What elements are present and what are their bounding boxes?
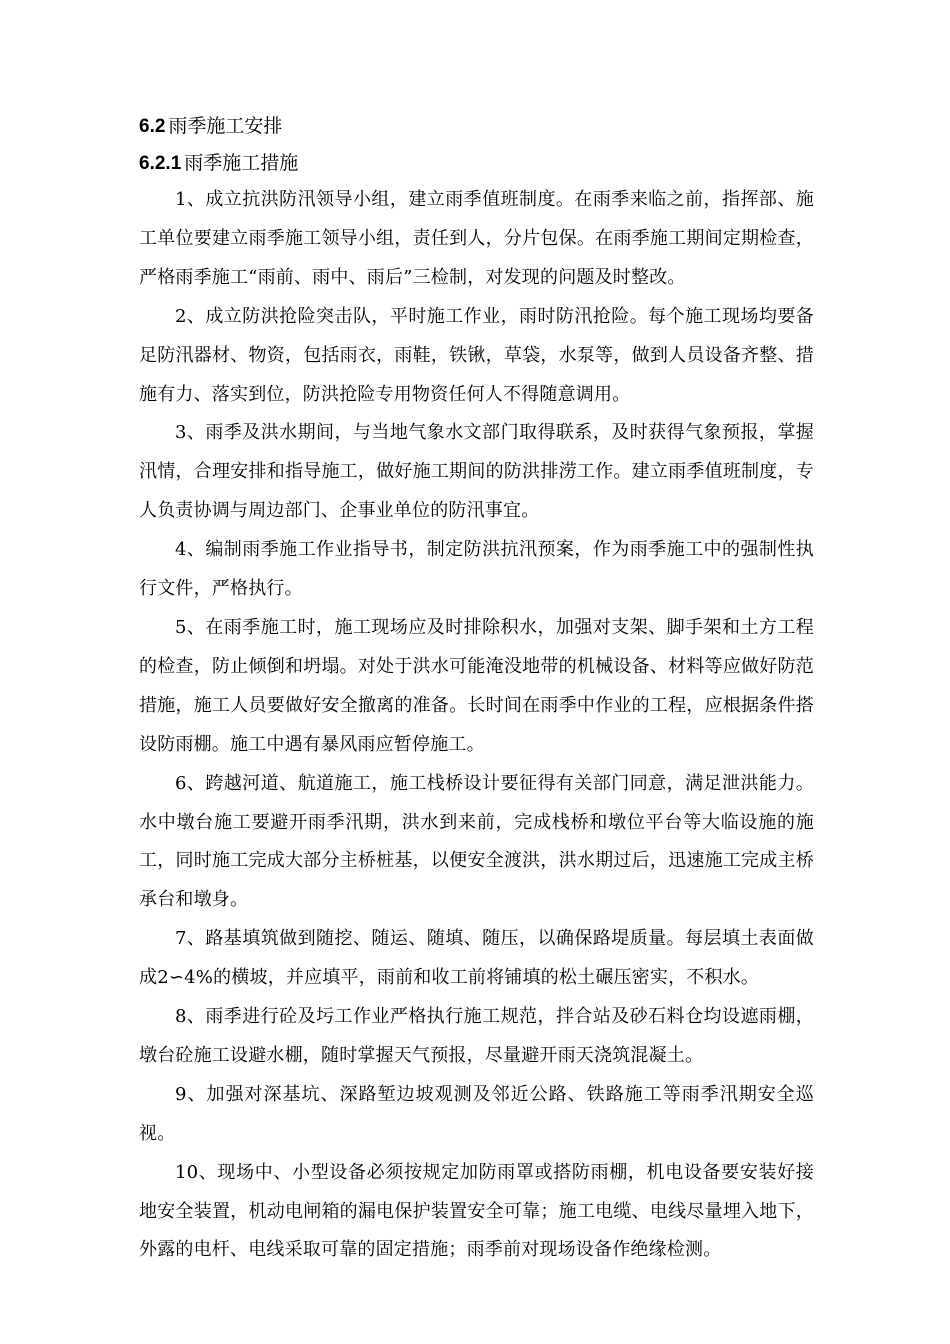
paragraph-2: 2、成立防洪抢险突击队，平时施工作业，雨时防汛抢险。每个施工现场均要备足防汛器材、物资，包括雨衣，雨鞋，铁锹，草袋，水泵等，做到人员设备齐整、措施有力、落实到位，防洪抢险专用物资任何人不得随意调用。 <box>139 305 814 405</box>
paragraph-4: 4、编制雨季施工作业指导书，制定防洪抗汛预案，作为雨季施工中的强制性执行文件，严格执行。 <box>139 539 814 600</box>
paragraph-9: 9、加强对深基坑、深路堑边坡观测及邻近公路、铁路施工等雨季汛期安全巡视。 <box>139 1083 814 1144</box>
paragraph-8: 8、雨季进行砼及圬工作业严格执行施工规范，拌合站及砂石料仓均设遮雨棚，墩台砼施工设避水棚，随时掌握天气预报，尽量避开雨天浇筑混凝土。 <box>139 1006 814 1066</box>
paragraph-1: 1、成立抗洪防汛领导小组，建立雨季值班制度。在雨季来临之前，指挥部、施工单位要建立雨季施工领导小组，责任到人，分片包保。在雨季施工期间定期检查，严格雨季施工“雨前、雨中、雨后”三检制，对发现的问题及时整改。 <box>139 189 814 288</box>
section-heading <box>139 102 282 140</box>
subsection-heading <box>139 147 298 175</box>
paragraph-5: 5、在雨季施工时，施工现场应及时排除积水，加强对支架、脚手架和土方工程的检查，防止倾倒和坍塌。对处于洪水可能淹没地带的机械设备、材料等应做好防范措施，施工人员要做好安全撤离的准备。长时间在雨季中作业的工程，应根据条件搭设防雨棚。施工中遇有暴风雨应暂停施工。 <box>139 616 814 755</box>
subsection-number: 6.2.1 <box>139 153 182 174</box>
paragraph-3: 3、雨季及洪水期间，与当地气象水文部门取得联系，及时获得气象预报，掌握汛情，合理安排和指导施工，做好施工期间的防洪排涝工作。建立雨季值班制度，专人负责协调与周边部门、企事业单位的防汛事宜。 <box>139 422 814 522</box>
paragraph-7: 7、路基填筑做到随挖、随运、随填、随压，以确保路堤质量。每层填土表面做成2∽4%的横坡，并应填平，雨前和收工前将铺填的松土碾压密实，不积水。 <box>139 928 814 989</box>
section-title: 雨季施工安排 <box>168 115 283 137</box>
paragraph-6: 6、跨越河道、航道施工，施工栈桥设计要征得有关部门同意，满足泄洪能力。水中墩台施工要避开雨季汛期，洪水到来前，完成栈桥和墩位平台等大临设施的施工，同时施工完成大部分主桥桩基，以便安全渡洪，洪水期过后，迅速施工完成主桥承台和墩身。 <box>139 772 814 911</box>
section-number: 6.2 <box>139 116 166 137</box>
paragraph-10: 10、现场中、小型设备必须按规定加防雨罩或搭防雨棚，机电设备要安装好接地安全装置，机动电闸箱的漏电保护装置安全可靠；施工电缆、电线尽量埋入地下，外露的电杆、电线采取可靠的固定措施；雨季前对现场设备作绝缘检测。 <box>139 1161 814 1261</box>
subsection-title: 雨季施工措施 <box>184 152 299 174</box>
body-text <box>139 181 814 1270</box>
